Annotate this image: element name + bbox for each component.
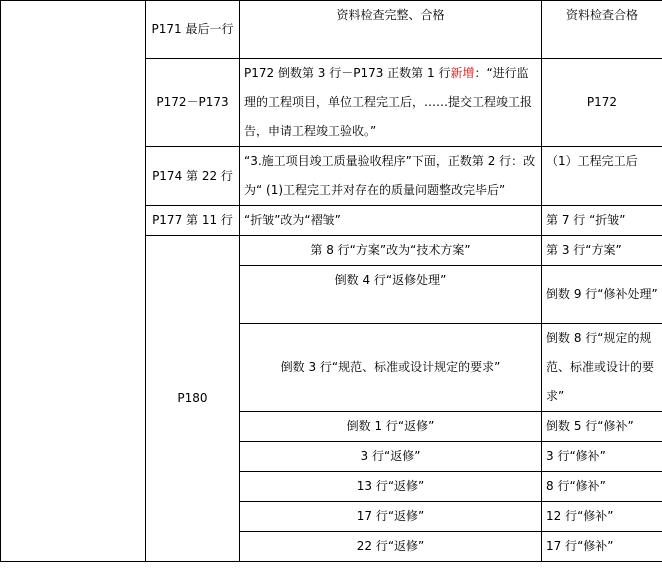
check-cell: 第 7 行 “折皱” [542,206,662,236]
content-cell: “3.施工项目竣工质量验收程序”下面，正数第 2 行：改为“ (1)工程完工并对存在的质量问题整改完毕后” [240,147,542,206]
content-cell: 倒数 3 行“规范、标准或设计规定的要求” [240,324,542,412]
content-cell: 资料检查完整、合格 [240,1,542,59]
content-cell: 倒数 1 行“返修” [240,412,542,442]
check-cell: 12 行“修补” [542,502,662,532]
check-cell: （1）工程完工后 [542,147,662,206]
page-cell: P177 第 11 行 [146,206,240,236]
table-row [1,1,662,59]
page-cell: P180 [146,236,240,562]
page-cell: P174 第 22 行 [146,147,240,206]
new-badge: 新增 [450,66,475,80]
content-cell: P172 倒数第 3 行－P173 正数第 1 行新增：“进行监理的工程项目，单位工程完工后，……提交工程竣工报告，申请工程竣工验收。” [240,59,542,147]
content-cell: 倒数 4 行“返修处理” [240,266,542,324]
content-cell: 17 行“返修” [240,502,542,532]
check-cell: 倒数 5 行“修补” [542,412,662,442]
check-cell: 3 行“修补” [542,442,662,472]
check-cell: 8 行“修补” [542,472,662,502]
check-cell: 资料检查合格 [542,1,662,59]
check-cell: 第 3 行“方案” [542,236,662,266]
content-cell: “折皱”改为“褶皱” [240,206,542,236]
blank-column [1,1,146,562]
page-cell: P171 最后一行 [146,1,240,59]
content-cell: 3 行“返修” [240,442,542,472]
content-cell: 第 8 行“方案”改为“技术方案” [240,236,542,266]
page-cell: P172－P173 [146,59,240,147]
content-cell: 13 行“返修” [240,472,542,502]
check-cell: 17 行“修补” [542,532,662,562]
content-cell: 22 行“返修” [240,532,542,562]
check-cell: 倒数 8 行“规定的规范、标准或设计的要求” [542,324,662,412]
check-cell: 倒数 9 行“修补处理” [542,266,662,324]
check-cell: P172 [542,59,662,147]
